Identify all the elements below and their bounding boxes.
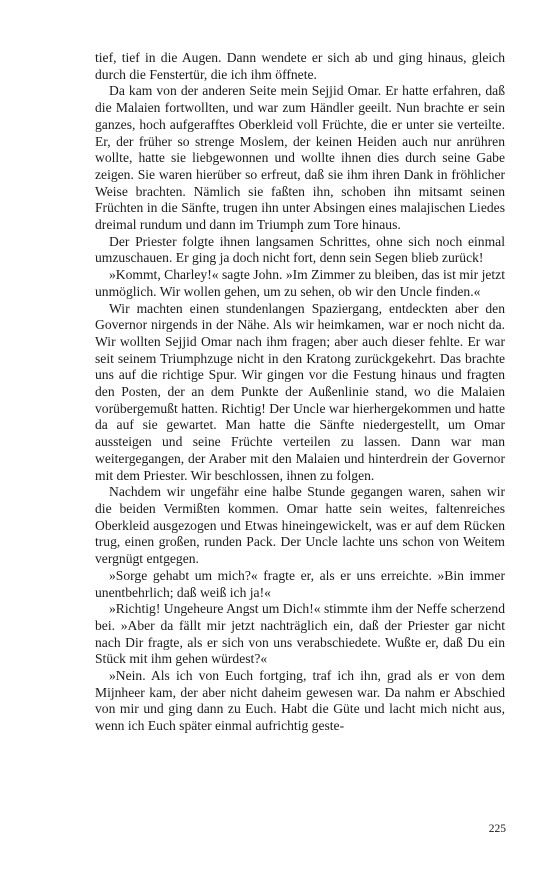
paragraph-9: »Nein. Als ich von Euch fortging, traf ich ihn, grad als er von dem Mijnheer kam, der aber nicht daheim gewesen war. Da nahm er Abschied von mir und ging dann zu Euch. Habt die Güte und lacht mich nicht aus, wenn ich Euch später einmal aufrichtig geste- (95, 668, 505, 734)
paragraph-7: »Sorge gehabt um mich?« fragte er, als er uns erreichte. »Bin immer unentbehrlich; daß weiß ich ja!« (95, 567, 505, 600)
paragraph-4: »Kommt, Charley!« sagte John. »Im Zimmer zu bleiben, das ist mir jetzt unmöglich. Wir wollen gehen, um zu sehen, ob wir den Uncle finden.« (95, 267, 505, 299)
paragraph-5: Wir machten einen stundenlangen Spaziergang, entdeckten aber den Governor nirgends in der Nähe. Als wir heimkamen, war er noch nicht da. Wir wollten Sejjid Omar nach ihm fragen; aber auch dieser fehlte. Er war seit seinem Triumphzuge nicht in den Kratong zurückgekehrt. Das brachte uns auf die richtige Spur. Wir gingen vor die Festung hinaus und fragten den Posten, der an dem Punkte der Außenlinie stand, wo die Malaien vorübergemußt hatten. Richtig! Der Uncle war hierhergekommen und hatte da auf sie gewartet. Man hatte die Sänfte niedergestellt, um Omar aussteigen und seine Früchte verteilen zu lassen. Dann war man weitergegangen, der Araber mit den Malaien und hinterdrein der Governor mit dem Priester. Wir beschlossen, ihnen zu folgen. (95, 300, 505, 483)
paragraph-8: »Richtig! Ungeheure Angst um Dich!« stimmte ihm der Neffe scherzend bei. »Aber da fällt mir jetzt nachträglich ein, daß der Priester gar nicht nach Dir fragte, als er sich von uns verabschiedete. Wußte er, daß Du ein Stück mit ihm gehen würdest?« (95, 601, 505, 667)
paragraph-2: Da kam von der anderen Seite mein Sejjid Omar. Er hatte erfahren, daß die Malaien fortwollten, und war zum Händler geeilt. Nun brachte er sein ganzes, hoch aufgerafftes Oberkleid voll Früchte, die er unter sie verteilte. Er, der früher so strenge Moslem, der keinen Heiden auch nur anrühren wollte, hatte sie liebgewonnen und wollte ihnen dies durch seine Gabe zeigen. Sie waren hierüber so erfreut, daß sie ihm ihren Dank in fröhlicher Weise brachten. Nämlich sie faßten ihn, schoben ihn mitsamt seinen Früchten in die Sänfte, trugen ihn unter Absingen eines malajischen Liedes dreimal rundum und dann im Triumph zum Tore hinaus. (95, 83, 505, 233)
page-number: 225 (488, 823, 506, 835)
page-body (95, 50, 505, 735)
paragraph-6: Nachdem wir ungefähr eine halbe Stunde gegangen waren, sahen wir die beiden Vermißten kommen. Omar hatte sein weites, faltenreiches Oberkleid ausgezogen und Etwas hineingewickelt, was er auf dem Rücken trug, einen großen, runden Pack. Der Uncle lachte uns schon von Weitem vergnügt entgegen. (95, 484, 505, 567)
paragraph-1: tief, tief in die Augen. Dann wendete er sich ab und ging hinaus, gleich durch die Fenstertür, die ich ihm öffnete. (95, 50, 505, 82)
paragraph-3: Der Priester folgte ihnen langsamen Schrittes, ohne sich noch einmal umzuschauen. Er ging ja doch nicht fort, denn sein Segen blieb zurück! (95, 233, 505, 266)
